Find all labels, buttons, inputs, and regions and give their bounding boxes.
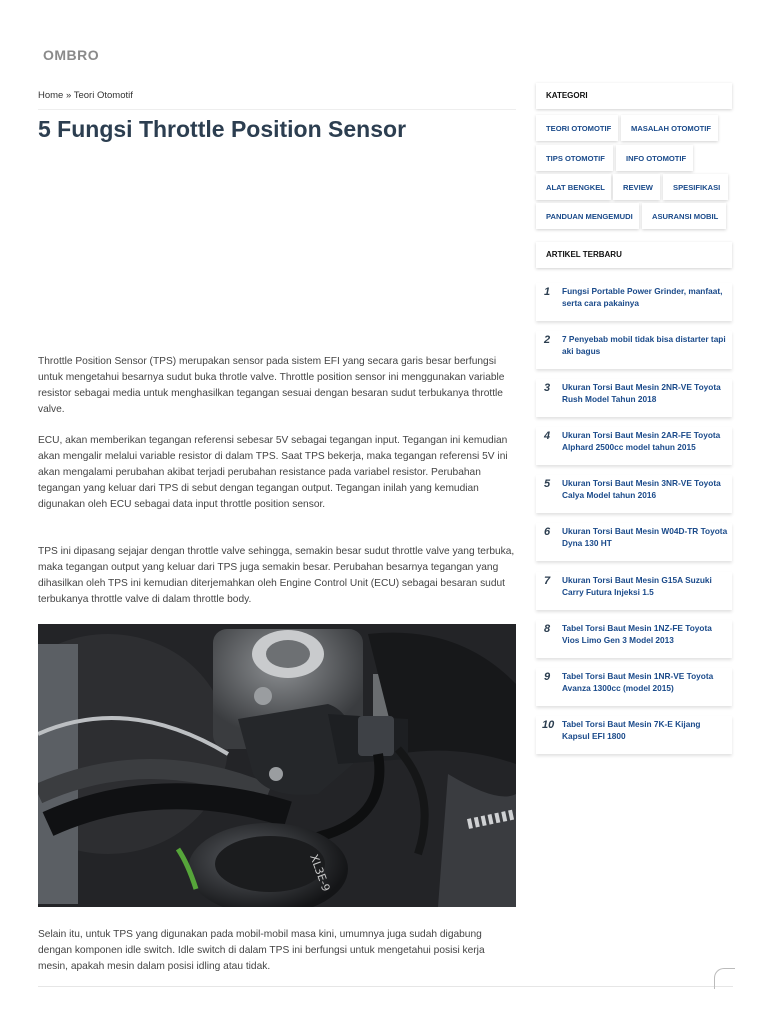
recent-article-number: 6	[544, 526, 551, 538]
recent-article-number: 2	[544, 334, 551, 346]
tag-alat-bengkel[interactable]: ALAT BENGKEL	[536, 174, 611, 200]
recent-article-link[interactable]: Ukuran Torsi Baut Mesin W04D-TR Toyota Dyna 130 HT	[562, 526, 728, 548]
recent-article-link[interactable]: Fungsi Portable Power Grinder, manfaat, serta cara pakainya	[562, 286, 723, 308]
footer-divider	[38, 986, 733, 987]
tag-teori-otomotif[interactable]: TEORI OTOMOTIF	[536, 115, 618, 141]
recent-article-item[interactable]	[536, 331, 732, 369]
breadcrumb-divider	[38, 109, 516, 110]
tag-review[interactable]: REVIEW	[613, 174, 660, 200]
recent-article-item[interactable]	[536, 283, 732, 321]
recent-article-item[interactable]	[536, 620, 732, 658]
tag-info-otomotif[interactable]: INFO OTOMOTIF	[616, 145, 693, 171]
recent-article-number: 1	[544, 286, 551, 298]
article-paragraph-4: Selain itu, untuk TPS yang digunakan pada mobil-mobil masa kini, umumnya juga sudah digabung dengan komponen idle switch. Idle switch di dalam TPS ini berfungsi untuk mengetahui posisi kerja mesin, apakah mesin dalam posisi idling atau tidak.	[38, 929, 485, 972]
recent-article-number: 10	[542, 719, 555, 731]
recent-article-link[interactable]: Tabel Torsi Baut Mesin 1NR-VE Toyota Avanza 1300cc (model 2015)	[562, 671, 714, 693]
article-paragraph-2: ECU, akan memberikan tegangan referensi sebesar 5V sebagai tegangan input. Tegangan ini kemudian akan mengalir melalui variable resistor di dalam TPS. Saat TPS bekerja, maka tegangan referensi 5V ini akan mengalami perubahan akibat terjadi perubahan resistance pada variabel resistor. Perubahan tegangan yang keluar dari TPS di sebut dengan tegangan output. Tegangan inilah yang kemudian digunakan oleh ECU sebagai data input throttle position sensor.	[38, 435, 508, 510]
recent-article-item[interactable]	[536, 523, 732, 561]
recent-article-item[interactable]	[536, 668, 732, 706]
recent-article-link[interactable]: Tabel Torsi Baut Mesin 1NZ-FE Toyota Vios Limo Gen 3 Model 2013	[562, 623, 712, 645]
breadcrumb	[38, 90, 133, 101]
tag-tips-otomotif[interactable]: TIPS OTOMOTIF	[536, 145, 613, 171]
recent-article-number: 9	[544, 671, 551, 683]
page-title: 5 Fungsi Throttle Position Sensor	[38, 116, 407, 142]
recent-article-number: 4	[544, 430, 551, 442]
recent-article-item[interactable]	[536, 716, 732, 754]
article-paragraph-1: Throttle Position Sensor (TPS) merupakan sensor pada sistem EFI yang secara garis besar berfungsi untuk mengetahui besarnya sudut buka throtle valve. Throttle position sensor ini menggunakan variable resistor sebagai media untuk menghasilkan tegangan sesuai dengan besaran sudut terbukanya throttle valve.	[38, 356, 505, 415]
recent-article-number: 7	[544, 575, 551, 587]
recent-article-number: 5	[544, 478, 551, 490]
recent-article-link[interactable]: Tabel Torsi Baut Mesin 7K-E Kijang Kapsul EFI 1800	[562, 719, 701, 741]
recent-article-number: 3	[544, 382, 551, 394]
recent-article-item[interactable]	[536, 379, 732, 417]
breadcrumb-separator: »	[63, 90, 74, 101]
site-logo[interactable]: OMBRO	[43, 47, 100, 63]
tag-spesifikasi[interactable]: SPESIFIKASI	[663, 174, 728, 200]
article-paragraph-3: TPS ini dipasang sejajar dengan throttle valve sehingga, semakin besar sudut throttle valve yang terbuka, maka tegangan output yang keluar dari TPS juga semakin besar. Perubahan besarnya tegangan yang dihasilkan oleh TPS ini kemudian diterjemahkan oleh Engine Control Unit (ECU) sebagai besaran sudut terbukanya throttle valve di dalam throttle body.	[38, 546, 515, 605]
recent-article-link[interactable]: Ukuran Torsi Baut Mesin G15A Suzuki Carry Futura Injeksi 1.5	[562, 575, 712, 597]
recent-article-item[interactable]	[536, 572, 732, 610]
artikel-terbaru-heading: ARTIKEL TERBARU	[536, 242, 732, 268]
recent-article-link[interactable]: Ukuran Torsi Baut Mesin 2NR-VE Toyota Rush Model Tahun 2018	[562, 382, 721, 404]
breadcrumb-category-link[interactable]: Teori Otomotif	[73, 90, 133, 101]
recent-article-link[interactable]: Ukuran Torsi Baut Mesin 2AR-FE Toyota Alphard 2500cc model tahun 2015	[562, 430, 721, 452]
recent-article-link[interactable]: Ukuran Torsi Baut Mesin 3NR-VE Toyota Calya Model tahun 2016	[562, 478, 721, 500]
photo-part-label: XL3E-9	[307, 852, 333, 894]
article-photo	[38, 624, 516, 907]
recent-article-item[interactable]	[536, 475, 732, 513]
breadcrumb-home-link[interactable]: Home	[38, 90, 64, 101]
kategori-heading: KATEGORI	[536, 83, 732, 109]
tag-masalah-otomotif[interactable]: MASALAH OTOMOTIF	[621, 115, 718, 141]
recent-article-link[interactable]: 7 Penyebab mobil tidak bisa distarter tapi aki bagus	[562, 334, 726, 356]
scroll-corner-icon	[714, 968, 735, 989]
tag-panduan-mengemudi[interactable]: PANDUAN MENGEMUDI	[536, 203, 639, 229]
recent-article-item[interactable]	[536, 427, 732, 465]
recent-article-number: 8	[544, 623, 551, 635]
tag-asuransi-mobil[interactable]: ASURANSI MOBIL	[642, 203, 726, 229]
